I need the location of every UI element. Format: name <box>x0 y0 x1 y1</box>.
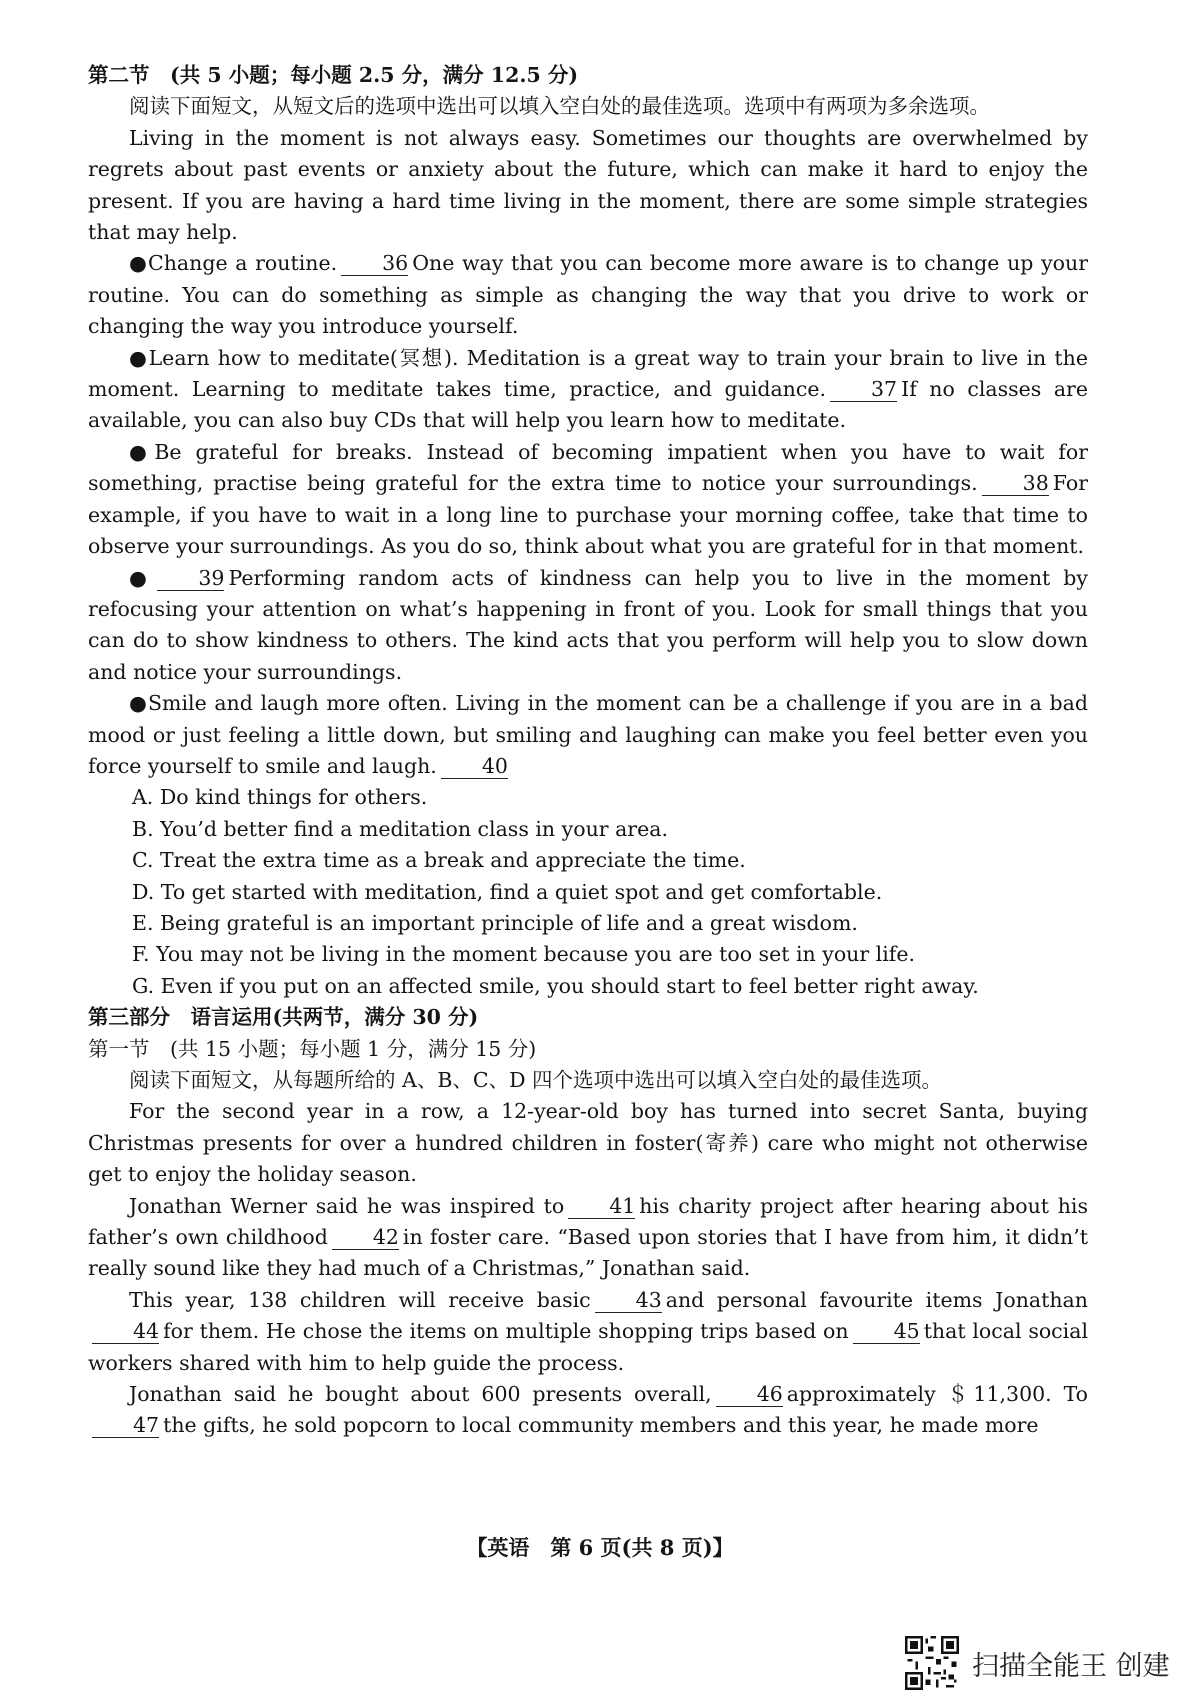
passage-paragraph-37 <box>88 343 1088 437</box>
option-g: G. Even if you put on an affected smile, you should start to feel better right away. <box>132 973 979 998</box>
blank-40: 40 <box>441 754 508 779</box>
option-d: D. To get started with meditation, find a quiet spot and get comfortable. <box>132 879 883 904</box>
paragraph-text: in foster care. “Based upon stories that I have from him, it didn’t really sound like they had much of a Christmas,” Jonathan said. <box>88 1225 1088 1281</box>
part-3-instruction: 阅读下面短文，从每题所给的 A、B、C、D 四个选项中选出可以填入空白处的最佳选项。 <box>129 1068 943 1092</box>
paragraph-text: If no classes are available, you can also buy CDs that will help you learn how to meditate. <box>88 377 1088 433</box>
passage-paragraph-38 <box>88 437 1088 563</box>
paragraph-text: One way that you can become more aware is to change up your routine. You can do something as simple as changing the way that you drive to work or changing the way you introduce yourself. <box>88 251 1088 339</box>
cloze-paragraph-3 <box>88 1285 1088 1379</box>
blank-47: 47 <box>92 1413 159 1438</box>
paragraph-text: Performing random acts of kindness can help you to live in the moment by refocusing your attention on what’s happening in front of you. Look for small things that you can do to show kindness to others. The kind acts that you perform will help you to slow down and notice your surroundings. <box>88 565 1089 684</box>
section-2-instruction: 阅读下面短文，从短文后的选项中选出可以填入空白处的最佳选项。选项中有两项为多余选项。 <box>129 94 990 119</box>
paragraph-text: This year, 138 children will receive basic <box>129 1287 591 1312</box>
cloze-paragraph-4 <box>88 1379 1088 1442</box>
blank-41: 41 <box>568 1194 635 1219</box>
passage-paragraph-40 <box>88 688 1088 782</box>
blank-42: 42 <box>332 1225 399 1250</box>
blank-36: 36 <box>341 251 408 276</box>
blank-46: 46 <box>716 1382 783 1407</box>
paragraph-text: the gifts, he sold popcorn to local community members and this year, he made more <box>163 1413 1039 1438</box>
paragraph-text: ●Be grateful for breaks. Instead of becoming impatient when you have to wait for something, practise being grateful for the extra time to notice your surroundings. <box>88 439 1088 496</box>
answer-options <box>88 782 1088 1002</box>
paragraph-text: approximately ＄11,300. To <box>786 1382 1088 1407</box>
paragraph-text: ●Learn how to meditate(冥想). Meditation is a great way to train your brain to live in the moment. Learning to meditate takes time, practice, and guidance. <box>88 345 1088 402</box>
blank-38: 38 <box>982 471 1049 496</box>
paragraph-text: his charity project after hearing about his father’s own childhood <box>88 1193 1088 1250</box>
paragraph-text: ●Smile and laugh more often. Living in the moment can be a challenge if you are in a bad mood or just feeling a little down, but smiling and laughing can make you feel better even you force yourself to smile and laugh. <box>88 691 1088 778</box>
cloze-paragraph-1: For the second year in a row, a 12-year-old boy has turned into secret Santa, buying Christmas presents for over a hundred children in foster(寄养) care who might not otherwise get to enjoy the holiday season. <box>88 1099 1088 1187</box>
part-3-header: 第三部分 语言运用(共两节，满分 30 分) <box>88 1005 479 1030</box>
blank-45: 45 <box>853 1319 920 1344</box>
exam-page <box>88 60 1088 1442</box>
qr-code-icon <box>905 1636 959 1690</box>
paragraph-text: that local social workers shared with him to help guide the process. <box>88 1319 1088 1375</box>
passage-intro: Living in the moment is not always easy. Sometimes our thoughts are overwhelmed by regrets about past events or anxiety about the future, which can make it hard to enjoy the present. If you are having a hard time living in the moment, there are some simple strategies that may help. <box>88 125 1088 245</box>
paragraph-text: and personal favourite items Jonathan <box>665 1287 1088 1312</box>
cloze-paragraph-2 <box>88 1191 1088 1285</box>
paragraph-text: Jonathan said he bought about 600 presents overall, <box>129 1382 712 1407</box>
bullet: ● <box>129 565 154 590</box>
paragraph-text: For example, if you have to wait in a long line to purchase your morning coffee, take that time to observe your surroundings. As you do so, think about what you are grateful for in that moment. <box>88 471 1088 559</box>
option-a: A. Do kind things for others. <box>132 785 428 810</box>
passage-paragraph-39 <box>88 563 1088 689</box>
blank-43: 43 <box>595 1288 662 1313</box>
paragraph-text: Jonathan Werner said he was inspired to <box>129 1193 565 1218</box>
section-2-header: 第二节 (共 5 小题；每小题 2.5 分，满分 12.5 分) <box>88 63 579 87</box>
blank-44: 44 <box>92 1319 159 1344</box>
blank-37: 37 <box>830 377 897 402</box>
option-f: F. You may not be living in the moment because you are too set in your life. <box>132 942 916 967</box>
part-3-section-1-header: 第一节 (共 15 小题；每小题 1 分，满分 15 分) <box>88 1036 537 1061</box>
option-e: E. Being grateful is an important principle of life and a great wisdom. <box>132 910 858 935</box>
scanner-watermark: 扫描全能王 创建 <box>972 1651 1170 1682</box>
paragraph-text: ●Change a routine. <box>129 251 338 276</box>
passage-paragraph-36 <box>88 248 1088 342</box>
blank-39: 39 <box>157 566 224 591</box>
paragraph-text: for them. He chose the items on multiple shopping trips based on <box>163 1319 849 1344</box>
option-b: B. You’d better find a meditation class in your area. <box>132 816 668 841</box>
option-c: C. Treat the extra time as a break and appreciate the time. <box>132 848 746 873</box>
page-footer: 【英语 第 6 页(共 8 页)】 <box>466 1535 734 1560</box>
